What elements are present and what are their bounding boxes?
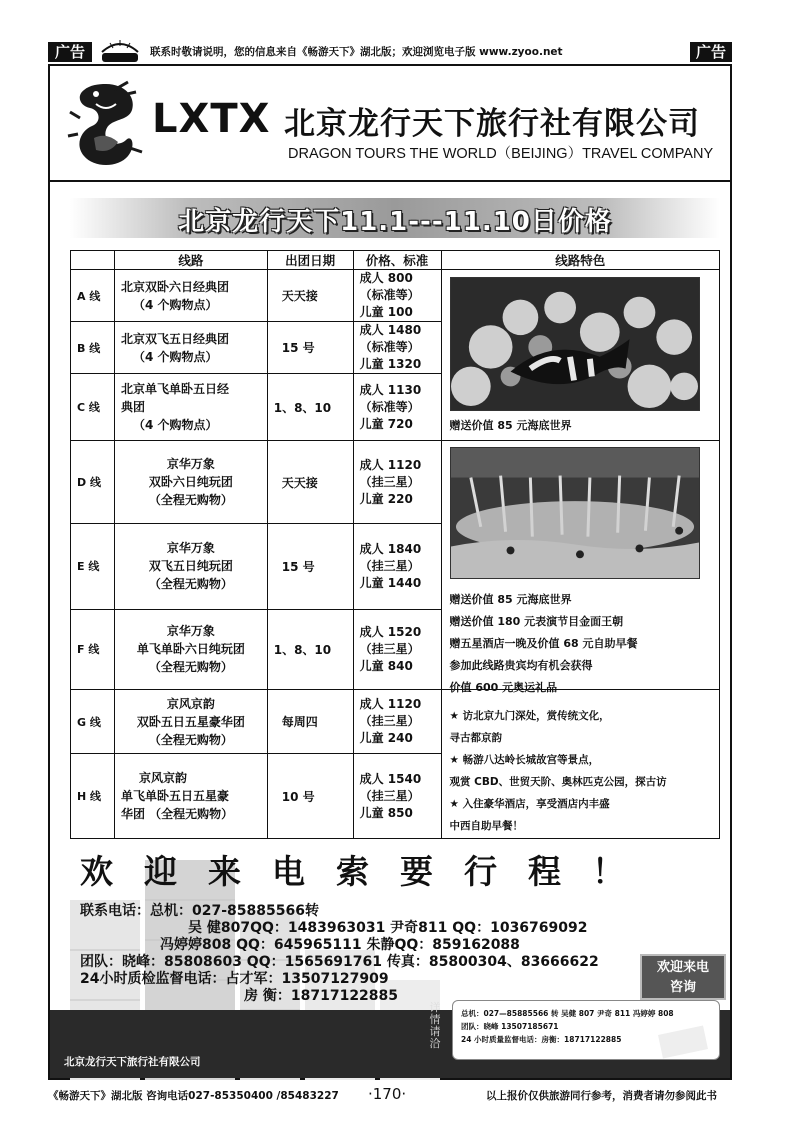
welcome-slogan: 欢迎来电索要行程！ xyxy=(80,852,656,891)
feature-line: ★ 访北京九门深处，赏传统文化， xyxy=(449,710,610,722)
contact-line: 房 衡：18717122885 xyxy=(244,988,399,1004)
price-standard: （标准等） xyxy=(359,399,420,414)
contact-team: 团队：晓峰：85808603 QQ：1565691761 传真：85800304、83666622 xyxy=(80,954,599,970)
price-child: 儿童 1320 xyxy=(359,357,422,371)
row-date: 15 号 xyxy=(267,322,353,374)
route-line: 典团 xyxy=(120,400,145,414)
price-standard: （挂三星） xyxy=(359,558,420,573)
row-price xyxy=(353,609,441,689)
route-line: （4 个购物点） xyxy=(132,297,218,312)
route-line: 京华万象 xyxy=(166,457,215,472)
row-code: F 线 xyxy=(71,609,115,689)
price-child: 儿童 1440 xyxy=(359,575,422,590)
route-line: （全程无购物） xyxy=(148,577,233,592)
price-adult: 成人 1520 xyxy=(359,624,422,639)
row-date: 1、8、10 xyxy=(267,374,353,441)
banner-title: 北京龙行天下11.1---11.10日价格 xyxy=(178,207,612,237)
feature-line: ★ 畅游八达岭长城故宫等景点， xyxy=(449,754,600,766)
row-route xyxy=(114,609,267,689)
price-standard: （挂三星） xyxy=(359,641,420,656)
row-route xyxy=(114,754,267,839)
route-line: （全程无购物） xyxy=(148,660,233,675)
feature-line: 寻古都京韵 xyxy=(449,732,502,744)
feature-cell-ocean xyxy=(441,270,720,441)
welcome-call-line: 欢迎来电 xyxy=(656,960,709,975)
footer-publication: 《畅游天下》湖北版 咨询电话027-85350400 /85483227 xyxy=(48,1090,339,1102)
publication-logo xyxy=(98,38,142,64)
welcome-call-line: 咨询 xyxy=(669,980,696,995)
price-adult: 成人 1120 xyxy=(359,457,422,472)
row-date: 15 号 xyxy=(267,524,353,609)
price-adult: 成人 1480 xyxy=(359,323,422,337)
row-code: H 线 xyxy=(71,754,115,839)
company-name-en: DRAGON TOURS THE WORLD（BEIJING）TRAVEL COMPANY xyxy=(288,146,714,162)
row-price xyxy=(353,374,441,441)
row-code: D 线 xyxy=(71,441,115,524)
price-adult: 成人 1540 xyxy=(359,771,422,786)
table-row xyxy=(71,270,720,322)
row-code: B 线 xyxy=(71,322,115,374)
ad-tag-right: 广告 xyxy=(690,42,732,62)
route-line: 北京双卧六日经典团 xyxy=(120,279,229,294)
welcome-call-badge xyxy=(640,954,726,1000)
header-divider xyxy=(50,180,730,182)
contact-line: 吴 健807QQ：1483963031 尹奇811 QQ：1036769092 xyxy=(188,920,588,936)
route-line: 京华万象 xyxy=(166,624,215,639)
price-adult: 成人 1840 xyxy=(359,541,422,556)
row-date: 1、8、10 xyxy=(267,609,353,689)
brand-name: LXTX xyxy=(152,96,271,142)
table-header-code xyxy=(71,251,115,270)
source-notice: 联系时敬请说明，您的信息来自《畅游天下》湖北版；欢迎浏览电子版 www.zyoo.net xyxy=(150,46,563,58)
row-route xyxy=(114,322,267,374)
price-standard: （挂三星） xyxy=(359,788,420,803)
row-date: 天天接 xyxy=(267,441,353,524)
feature-line: 观赏 CBD、世贸天阶、奥林匹克公园，探古访 xyxy=(449,776,667,788)
feature-caption: 赠送价值 85 元海底世界 xyxy=(449,419,572,432)
route-line: 北京双飞五日经典团 xyxy=(120,331,229,346)
route-line: 京风京韵 xyxy=(166,696,215,711)
feature-line: 中西自助早餐！ xyxy=(449,820,523,832)
price-child: 儿童 240 xyxy=(359,731,413,746)
table-header-date: 出团日期 xyxy=(267,251,353,270)
row-date: 每周四 xyxy=(267,690,353,754)
row-price xyxy=(353,441,441,524)
price-standard: （标准等） xyxy=(359,340,420,354)
row-code: C 线 xyxy=(71,374,115,441)
row-date: 10 号 xyxy=(267,754,353,839)
feature-line: 赠送价值 85 元海底世界 xyxy=(449,593,572,606)
price-child: 儿童 840 xyxy=(359,658,413,673)
dragon-logo-icon xyxy=(66,78,146,172)
table-row xyxy=(71,441,720,524)
contact-hotline: 24小时质检监督电话：占才军：13507127909 xyxy=(80,971,389,987)
feature-line: 赠五星酒店一晚及价值 68 元自助早餐 xyxy=(449,637,638,650)
route-line: 北京单飞单卧五日经 xyxy=(120,382,229,396)
route-line: 双飞五日纯玩团 xyxy=(148,559,233,574)
row-price xyxy=(353,270,441,322)
row-price xyxy=(353,322,441,374)
route-line: （4 个购物点） xyxy=(132,418,218,432)
feature-line: 赠送价值 180 元表演节目金面王朝 xyxy=(449,615,624,628)
row-code: E 线 xyxy=(71,524,115,609)
table-header-row xyxy=(71,251,720,270)
route-line: 双卧五日五星豪华团 xyxy=(136,714,245,729)
price-child: 儿童 720 xyxy=(359,416,413,431)
row-code: G 线 xyxy=(71,690,115,754)
feature-cell-culture xyxy=(441,690,720,839)
price-adult: 成人 800 xyxy=(359,271,413,285)
price-standard: （挂三星） xyxy=(359,474,420,489)
row-route xyxy=(114,524,267,609)
route-line: 单飞单卧六日纯玩团 xyxy=(136,642,245,657)
page-number: ·170· xyxy=(368,1085,407,1103)
feature-line: 价值 600 元奥运礼品 xyxy=(449,681,558,694)
table-header-route: 线路 xyxy=(114,251,267,270)
company-name-cn: 北京龙行天下旅行社有限公司 xyxy=(284,106,700,142)
route-line: （全程无购物） xyxy=(148,732,233,747)
table-header-price: 价格、标准 xyxy=(353,251,441,270)
table-header-feature: 线路特色 xyxy=(441,251,720,270)
row-route xyxy=(114,374,267,441)
price-table xyxy=(70,250,720,839)
route-line: 华团 （全程无购物） xyxy=(120,807,234,822)
ad-tag-left: 广告 xyxy=(48,42,92,62)
route-line: 单飞单卧五日五星豪 xyxy=(120,789,229,804)
info-line: 总机：027—85885566 转 吴健 807 尹奇 811 冯婷婷 808 xyxy=(461,1009,674,1018)
row-price xyxy=(353,754,441,839)
row-price xyxy=(353,690,441,754)
contact-line: 冯婷婷808 QQ：645965111 朱静QQ：859162088 xyxy=(160,937,520,953)
footer-disclaimer: 以上报价仅供旅游同行参考，消费者请勿参阅此书 xyxy=(486,1090,717,1102)
row-route xyxy=(114,441,267,524)
price-child: 儿童 100 xyxy=(359,305,413,319)
route-line: 双卧六日纯玩团 xyxy=(148,475,233,490)
price-standard: （标准等） xyxy=(359,288,420,302)
route-line: 京风京韵 xyxy=(138,771,187,786)
row-price xyxy=(353,524,441,609)
price-adult: 成人 1130 xyxy=(359,382,422,397)
route-line: （4 个购物点） xyxy=(132,349,218,364)
table-row xyxy=(71,690,720,754)
coral-reef-photo xyxy=(450,277,700,411)
price-child: 儿童 850 xyxy=(359,805,413,820)
feature-cell-show xyxy=(441,441,720,694)
info-line: 24 小时质量监督电话：房衡：18717122885 xyxy=(461,1035,622,1044)
price-child: 儿童 220 xyxy=(359,491,413,506)
performance-photo xyxy=(450,447,700,579)
row-code: A 线 xyxy=(71,270,115,322)
row-route xyxy=(114,270,267,322)
row-date: 天天接 xyxy=(267,270,353,322)
route-line: 京华万象 xyxy=(166,541,215,556)
contact-main-phone: 联系电话：总机：027-85885566转 xyxy=(80,903,319,919)
route-line: （全程无购物） xyxy=(148,493,233,508)
row-route xyxy=(114,690,267,754)
feature-line: ★ 入住豪华酒店，享受酒店内丰盛 xyxy=(449,798,610,810)
bottom-company-name: 北京龙行天下旅行社有限公司 xyxy=(64,1056,201,1068)
feature-line: 参加此线路贵宾均有机会获得 xyxy=(449,659,593,672)
detail-vertical-label: 详情请洽 xyxy=(429,1001,441,1050)
info-line: 团队：晓峰 13507185671 xyxy=(461,1022,559,1031)
price-standard: （挂三星） xyxy=(359,714,420,729)
price-adult: 成人 1120 xyxy=(359,697,422,712)
